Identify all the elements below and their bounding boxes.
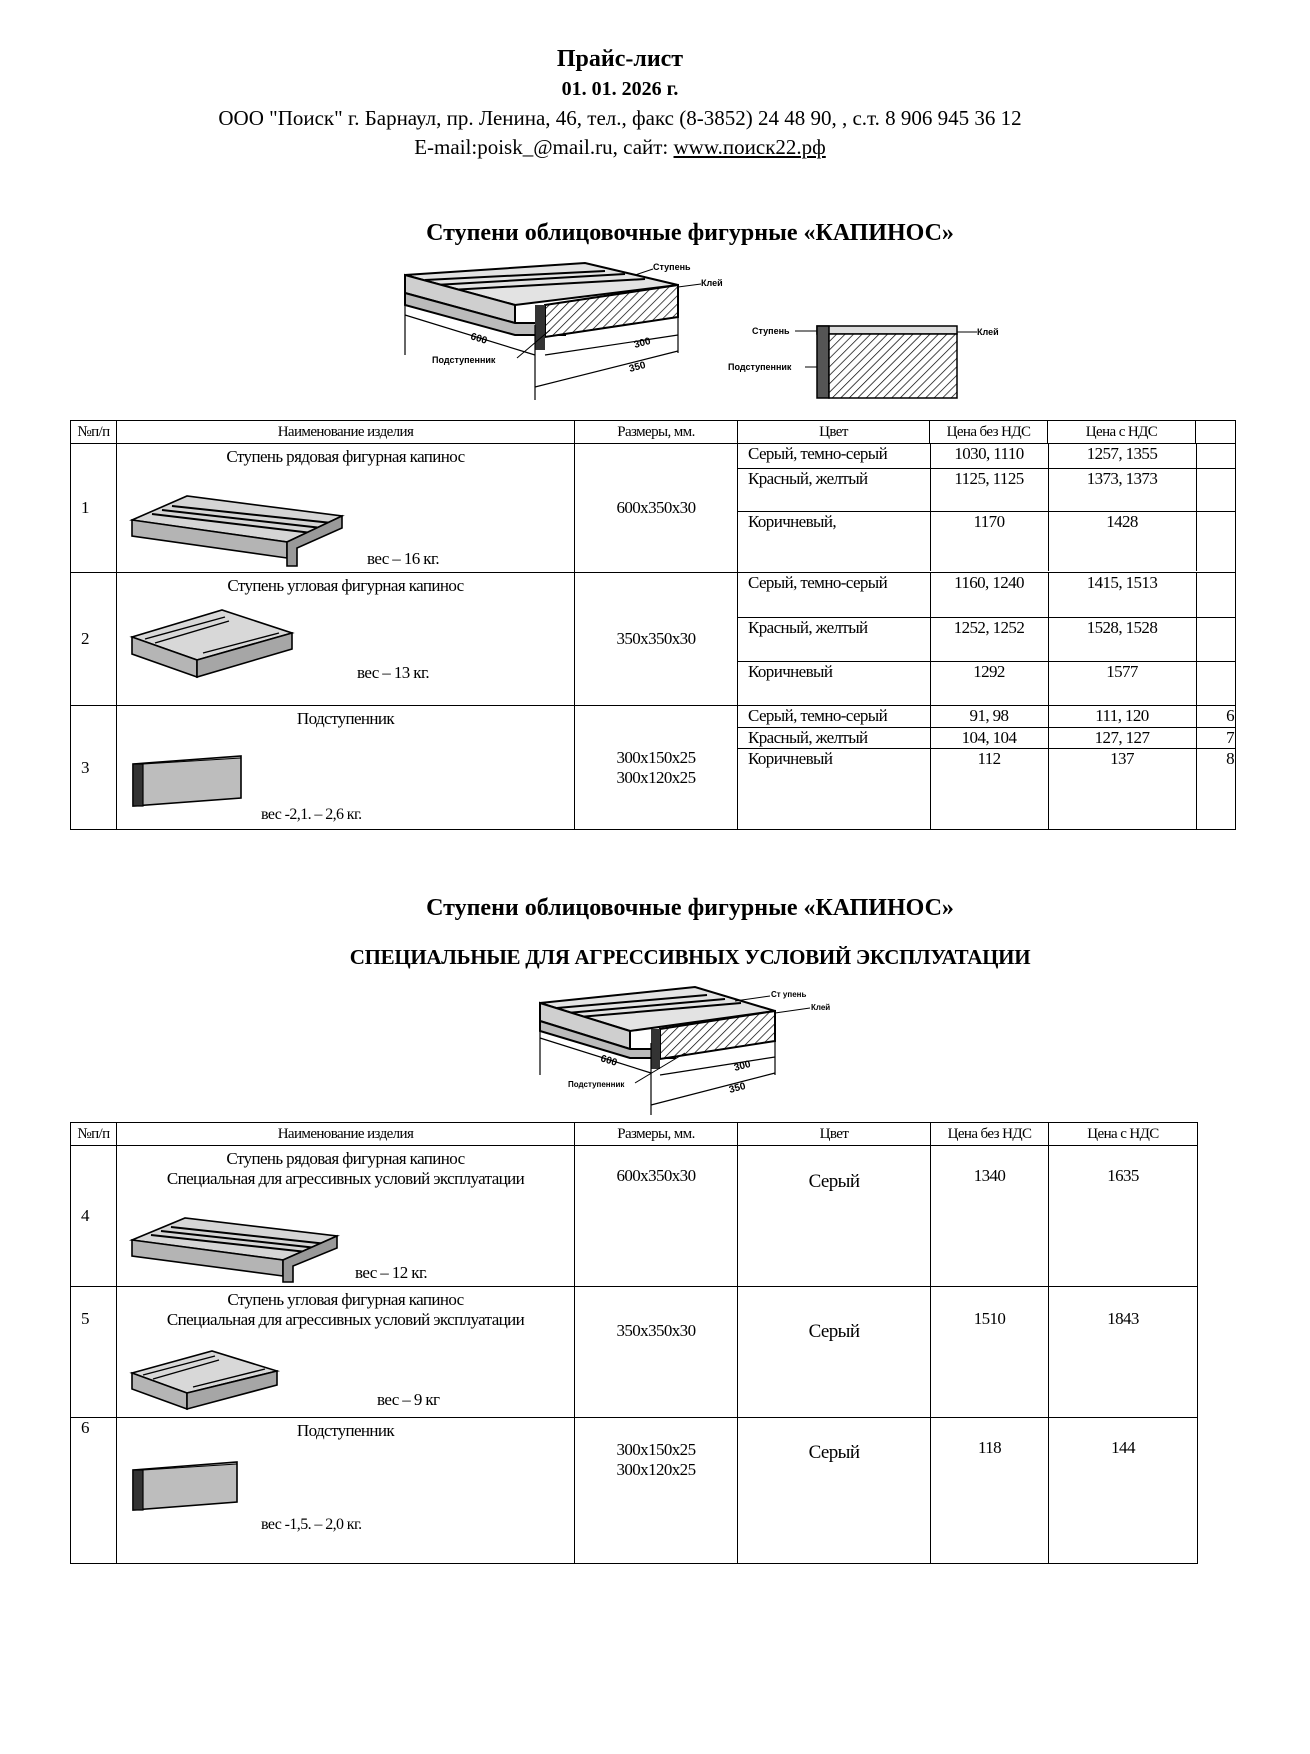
- variant-color: Серый, темно-серый: [738, 444, 930, 468]
- product-price: 1510: [931, 1287, 1049, 1418]
- variant-price: 1170: [930, 511, 1048, 571]
- dim-600-label-special: 600: [599, 1053, 619, 1069]
- label-step: Ступень: [653, 262, 691, 272]
- dim-350-label: 350: [627, 359, 647, 375]
- table-row: [71, 1418, 1198, 1564]
- section-label-riser: Подступенник: [728, 362, 792, 372]
- dim-350-label-special: 350: [727, 1080, 747, 1096]
- table-row: [71, 444, 1236, 573]
- step-diagram-special: [535, 983, 855, 1118]
- product-name: Ступень рядовая фигурная капинос: [226, 1149, 465, 1168]
- variant-price: 1030, 1110: [930, 444, 1048, 468]
- section2-subtitle: СПЕЦИАЛЬНЫЕ ДЛЯ АГРЕССИВНЫХ УСЛОВИЙ ЭКСПЛУАТАЦИИ: [349, 945, 1031, 969]
- product-size-alt: 300х120х25: [616, 767, 696, 787]
- product-weight: вес – 9 кг: [377, 1390, 440, 1409]
- table-row: [71, 573, 1236, 706]
- step-image: [127, 478, 347, 568]
- col-extra: [1196, 421, 1236, 444]
- col-num: №п/п: [71, 421, 117, 444]
- table-row: [71, 1287, 1198, 1418]
- product-color: Серый: [738, 1146, 931, 1287]
- variant-color: Красный, желтый: [738, 617, 930, 661]
- row-num: 5: [71, 1287, 117, 1418]
- variant-price-vat: 1257, 1355: [1048, 444, 1196, 468]
- variant-price: 1160, 1240: [930, 573, 1048, 617]
- variant-price-vat: 127, 127: [1048, 727, 1196, 748]
- variant-price-vat: 1428: [1048, 511, 1196, 571]
- row-num: 1: [71, 444, 117, 573]
- variant-color: Красный, желтый: [738, 468, 930, 511]
- product-weight: вес – 16 кг.: [367, 549, 440, 568]
- product-price-vat: 1635: [1049, 1146, 1198, 1287]
- product-cell: [117, 1287, 575, 1418]
- variant-extra: 6: [1226, 706, 1234, 725]
- variant-price: 112: [930, 748, 1048, 829]
- product-size: 300х150х25: [616, 1440, 696, 1459]
- product-size-cell: [575, 1418, 738, 1564]
- col-price-vat: Цена с НДС: [1048, 421, 1196, 444]
- dim-300-label: 300: [632, 335, 652, 351]
- row-num: 6: [71, 1418, 117, 1564]
- label-riser: Подступенник: [432, 355, 496, 365]
- product-name-special: Специальная для агрессивных условий эксплуатации: [166, 1169, 525, 1188]
- product-weight: вес – 13 кг.: [357, 663, 430, 682]
- label-glue-special: Клей: [811, 1003, 831, 1012]
- variant-color: Коричневый: [738, 748, 930, 829]
- col-size: Размеры, мм.: [575, 1123, 738, 1146]
- product-color: Серый: [738, 1418, 931, 1564]
- col-price-vat: Цена с НДС: [1049, 1123, 1198, 1146]
- row-num: 2: [71, 573, 117, 706]
- variant-price-vat: 1528, 1528: [1048, 617, 1196, 661]
- product-cell: [117, 1146, 575, 1287]
- product-name: Подступенник: [296, 709, 395, 728]
- variant-color: Серый, темно-серый: [738, 573, 930, 617]
- product-name: Ступень рядовая фигурная капинос: [226, 447, 465, 466]
- col-price: Цена без НДС: [930, 421, 1048, 444]
- product-weight: вес -1,5. – 2,0 кг.: [261, 1516, 362, 1533]
- section-label-glue: Клей: [977, 327, 999, 337]
- site-link[interactable]: www.поиск22.рф: [673, 135, 826, 159]
- product-size: 300х150х25: [616, 747, 696, 767]
- section1-title: Ступени облицовочные фигурные «КАПИНОС»: [426, 220, 954, 246]
- product-price-vat: 144: [1049, 1418, 1198, 1564]
- row-num: 3: [71, 706, 117, 830]
- price-table-1: [70, 420, 1236, 830]
- product-cell: [117, 1418, 575, 1564]
- product-cell: [117, 706, 575, 830]
- step-image: [127, 1204, 347, 1284]
- section-label-step: Ступень: [752, 326, 790, 336]
- contact-line: [0, 135, 1240, 160]
- product-size: 600х350х30: [575, 1146, 738, 1287]
- label-step-special: Ст упень: [771, 990, 807, 999]
- label-glue: Клей: [701, 278, 723, 288]
- col-name: Наименование изделия: [117, 421, 575, 444]
- corner-step-image: [127, 1347, 287, 1417]
- variant-price: 104, 104: [930, 727, 1048, 748]
- step-section-diagram: [725, 318, 999, 403]
- variant-extra: 7: [1196, 727, 1236, 748]
- section2-title: Ступени облицовочные фигурные «КАПИНОС»: [426, 895, 954, 921]
- product-price-vat: 1843: [1049, 1287, 1198, 1418]
- variant-color: Коричневый,: [738, 511, 930, 571]
- variant-extra: 8: [1196, 748, 1236, 829]
- col-size: Размеры, мм.: [575, 421, 738, 444]
- table-row: [71, 1146, 1198, 1287]
- company-info: ООО "Поиск" г. Барнаул, пр. Ленина, 46, тел., факс (8-3852) 24 48 90, , с.т. 8 906 945 36 12: [218, 106, 1022, 130]
- product-cell: [117, 573, 575, 706]
- product-color: Серый: [738, 1287, 931, 1418]
- product-size: 600х350х30: [575, 444, 738, 573]
- row-num: 4: [71, 1146, 117, 1287]
- step-diagram-main: [395, 255, 745, 400]
- product-name: Ступень угловая фигурная капинос: [227, 576, 464, 595]
- variant-color: Коричневый: [738, 661, 930, 705]
- variant-price: 1252, 1252: [930, 617, 1048, 661]
- variant-color: Серый, темно-серый: [738, 706, 930, 727]
- col-color: Цвет: [738, 1123, 931, 1146]
- variant-price-vat: 1415, 1513: [1048, 573, 1196, 617]
- variants-cell: [738, 573, 1236, 706]
- corner-step-image: [127, 605, 297, 685]
- table-row: [71, 706, 1236, 830]
- product-weight: вес -2,1. – 2,6 кг.: [261, 806, 362, 823]
- variant-price: 1292: [930, 661, 1048, 705]
- product-name-special: Специальная для агрессивных условий эксплуатации: [166, 1310, 525, 1329]
- product-price: 1340: [931, 1146, 1049, 1287]
- variant-price-vat: 1373, 1373: [1048, 468, 1196, 511]
- price-table-2: [70, 1122, 1198, 1564]
- price-date: 01. 01. 2026 г.: [561, 78, 679, 100]
- variant-price-vat: 137: [1048, 748, 1196, 829]
- riser-image: [131, 754, 261, 812]
- product-cell: [117, 444, 575, 573]
- product-price: 118: [931, 1418, 1049, 1564]
- col-price: Цена без НДС: [931, 1123, 1049, 1146]
- product-size: 350х350х30: [575, 1287, 738, 1418]
- product-name: Ступень угловая фигурная капинос: [227, 1290, 464, 1309]
- variant-color: Красный, желтый: [738, 727, 930, 748]
- page-title: Прайс-лист: [556, 46, 684, 72]
- riser-image: [131, 1460, 256, 1516]
- col-num: №п/п: [71, 1123, 117, 1146]
- product-name: Подступенник: [296, 1421, 395, 1440]
- col-color: Цвет: [738, 421, 930, 444]
- table-header: [71, 421, 1236, 444]
- variant-price-vat: 111, 120: [1048, 706, 1196, 727]
- product-size-cell: [575, 706, 738, 830]
- dim-300-label-special: 300: [732, 1058, 752, 1074]
- variant-price: 91, 98: [930, 706, 1048, 727]
- variants-cell: [738, 706, 1236, 830]
- table-header: [71, 1123, 1198, 1146]
- label-riser-special: Подступенник: [568, 1080, 625, 1089]
- variants-cell: [738, 444, 1236, 573]
- dim-600-label: 600: [469, 331, 489, 347]
- variant-price: 1125, 1125: [930, 468, 1048, 511]
- email-text: E-mail:poisk_@mail.ru, сайт:: [414, 135, 674, 159]
- col-name: Наименование изделия: [117, 1123, 575, 1146]
- product-weight: вес – 12 кг.: [355, 1263, 428, 1282]
- product-size-alt: 300х120х25: [616, 1460, 696, 1479]
- variant-price-vat: 1577: [1048, 661, 1196, 705]
- product-size: 350х350х30: [575, 573, 738, 706]
